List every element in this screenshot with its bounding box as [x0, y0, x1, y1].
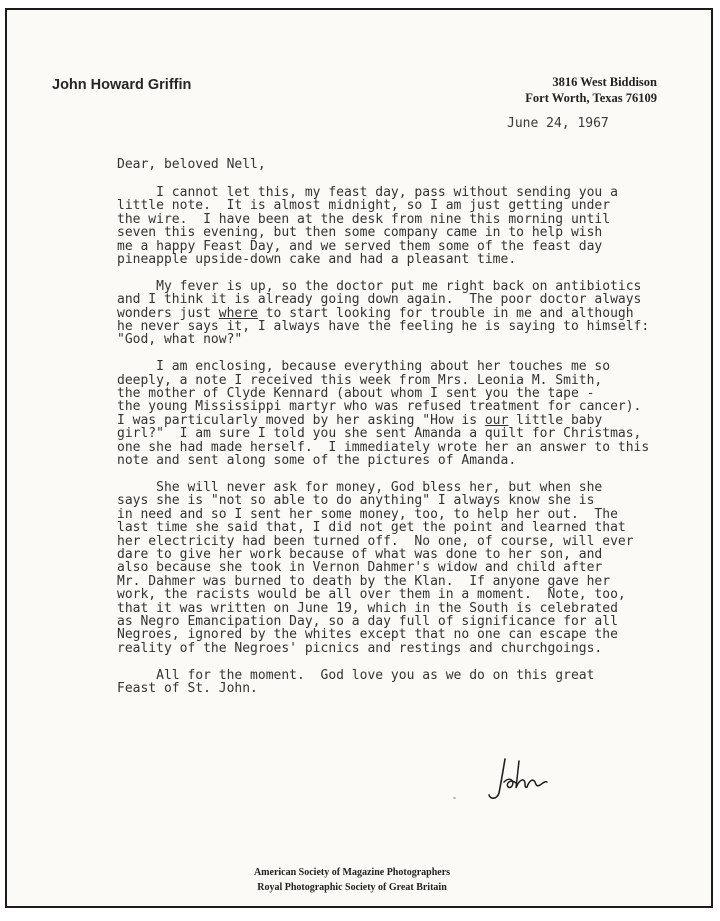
body-line: as Negro Emancipation Day, so a day full of significance for all: [117, 613, 618, 629]
body-line: I am enclosing, because everything about her touches me so: [117, 359, 611, 375]
body-line: She will never ask for money, God bless her, but when she: [117, 479, 603, 495]
body-line: seven this evening, but then some company came in to help wish: [117, 225, 603, 241]
body-line: "God, what now?": [117, 332, 243, 348]
body-line: dare to give her work because of what was done to her son, and: [117, 546, 603, 562]
paragraph-5: [117, 669, 707, 696]
body-line: in need and so I sent her some money, too, to help her out. The: [117, 506, 618, 522]
body-line: and I think it is already going down again. The poor doctor always: [117, 292, 642, 308]
body-line: also because she took in Vernon Dahmer's widow and child after: [117, 560, 603, 576]
body-line: that it was written on June 19, which in the South is celebrated: [117, 600, 618, 616]
underlined-word: our: [484, 412, 509, 428]
paper-speck: [453, 797, 456, 799]
footer-line-2: Royal Photographic Society of Great Britain: [257, 881, 447, 893]
handwritten-signature: [485, 755, 557, 805]
body-line: last time she said that, I did not get the point and learned that: [117, 520, 626, 536]
underlined-word: where: [218, 305, 258, 321]
body-line: Feast of St. John.: [117, 680, 258, 696]
paragraph-2: [117, 280, 707, 347]
body-line: I was particularly moved by her asking "How is our little baby: [117, 412, 603, 428]
body-line: All for the moment. God love you as we do on this great: [117, 667, 595, 683]
body-line: me a happy Feast Day, and we served them some of the feast day: [117, 238, 603, 254]
body-line: deeply, a note I received this week from Mrs. Leonia M. Smith,: [117, 372, 603, 388]
salutation: Dear, beloved Nell,: [117, 157, 266, 172]
paragraph-4: [117, 481, 707, 655]
letterhead-sender: John Howard Griffin: [52, 77, 192, 93]
body-line: I cannot let this, my feast day, pass without sending you a: [117, 185, 618, 200]
letterhead-footer: [222, 866, 482, 895]
paragraph-3: [117, 360, 707, 467]
letter-body: [117, 186, 707, 709]
body-line: one she had made herself. I immediately wrote her an answer to this: [117, 439, 650, 455]
body-line: wonders just where to start looking for trouble in me and although: [117, 305, 634, 321]
body-line: pineapple upside-down cake and had a pleasant time.: [117, 252, 517, 268]
footer-line-1: American Society of Magazine Photographers: [253, 867, 451, 878]
body-line: he never says it, I always have the feeling he is saying to himself:: [117, 319, 650, 335]
body-line: the mother of Clyde Kennard (about whom I sent you the tape -: [117, 386, 595, 402]
body-line: girl?" I am sure I told you she sent Amanda a quilt for Christmas,: [117, 426, 642, 442]
body-line: her electricity had been turned off. No one, of course, will ever: [117, 533, 634, 549]
body-line: says she is "not so able to do anything" I always know she is: [117, 493, 595, 509]
body-line: Negroes, ignored by the whites except that no one can escape the: [117, 627, 618, 643]
address-line-2: Fort Worth, Texas 76109: [525, 91, 657, 105]
letter-page: [5, 8, 713, 908]
body-line: work, the racists would be all over them in a moment. Note, too,: [117, 587, 626, 603]
body-line: reality of the Negroes' picnics and restings and churchgoings.: [117, 640, 603, 656]
letter-date: June 24, 1967: [507, 116, 609, 131]
address-line-1: 3816 West Biddison: [552, 75, 657, 89]
paragraph-1: [117, 186, 707, 266]
body-line: the wire. I have been at the desk from nine this morning until: [117, 211, 611, 227]
body-line: little note. It is almost midnight, so I am just getting under: [117, 198, 611, 214]
body-line: the young Mississippi martyr who was refused treatment for cancer).: [117, 399, 642, 415]
body-line: My fever is up, so the doctor put me right back on antibiotics: [117, 278, 642, 294]
body-line: Mr. Dahmer was burned to death by the Klan. If anyone gave her: [117, 573, 611, 589]
letterhead-address: [511, 74, 657, 106]
body-line: note and sent along some of the pictures of Amanda.: [117, 453, 517, 469]
